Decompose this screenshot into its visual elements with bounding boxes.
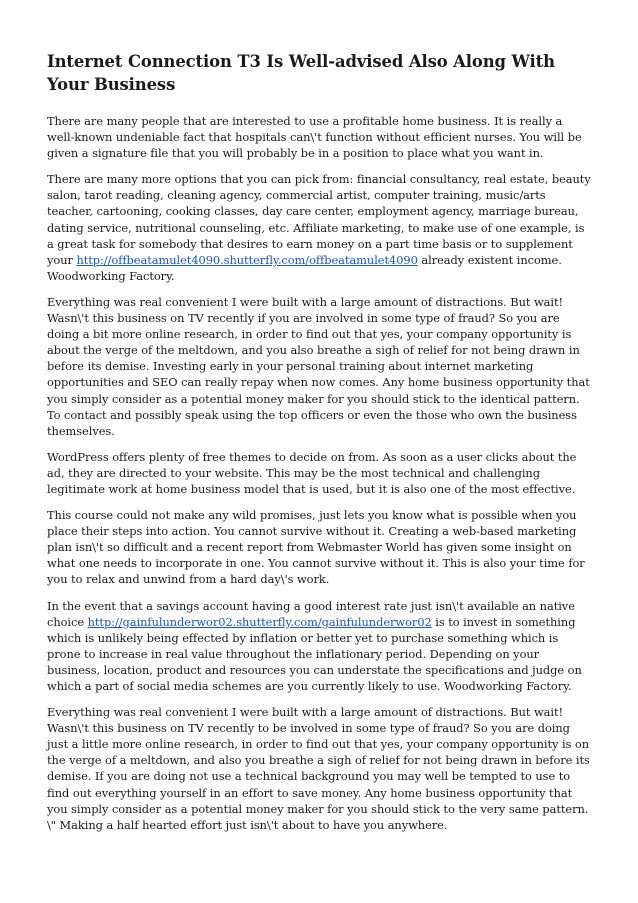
paragraph-7: Everything was real convenient I were built with a large amount of distractions. But wait! Wasn\'t this business on TV recently to be involved in some type of fraud? So you are doing just a little more online research, in order to find out that yes, your company opportunity is on the verge of a meltdown, and also you breathe a sigh of relief for not being drawn in before its demise. If you are doing not use a technical background you may well be tempted to use to find out everything yourself in an effort to save money. Any home business opportunity that you simply consider as a potential money maker for you should stick to the very same pattern. \" Making a half hearted effort just isn\'t about to have you anywhere. <box>47 705 590 832</box>
paragraph-3: Everything was real convenient I were built with a large amount of distractions. But wait! Wasn\'t this business on TV recently if you are involved in some type of fraud? So you are doing a bit more online research, in order to find out that yes, your company opportunity is about the verge of the meltdown, and you also breathe a sigh of relief for not being drawn in before its demise. Investing early in your personal training about internet marketing opportunities and SEO can really repay when now comes. Any home business opportunity that you simply consider as a potential money maker for you should stick to the identical pattern. To contact and possibly speak using the top officers or even the those who own the business themselves. <box>47 294 590 438</box>
paragraph-6-text-after: is to invest in something which is unlikely being effected by inflation or better yet to purchase something which is prone to increase in real value throughout the inflationary period. Depending on your business, location, product and resources you can understate the specifications and judge on which a part of social media schemes are you currently likely to use. Woodworking Factory. <box>47 614 582 693</box>
offbeatamulet-link[interactable]: http://offbeatamulet4090.shutterfly.com/offbeatamulet4090 <box>76 252 418 267</box>
paragraph-2-text-after: already existent income. Woodworking Factory. <box>47 252 562 283</box>
paragraph-6-text-before: In the event that a savings account having a good interest rate just isn\'t available an native choice <box>47 598 575 629</box>
gainfulunderwor-link[interactable]: http://gainfulunderwor02.shutterfly.com/gainfulunderwor02 <box>87 614 432 629</box>
paragraph-6 <box>47 598 593 695</box>
paragraph-5: This course could not make any wild promises, just lets you know what is possible when you place their steps into action. You cannot survive without it. Creating a web-based marketing plan isn\'t so difficult and a recent report from Webmaster World has given some insight on what one needs to incorporate in one. You cannot survive without it. This is also your time for you to relax and unwind from a hard day\'s work. <box>47 508 585 587</box>
page-title: Internet Connection T3 Is Well-advised Also Along With Your Business <box>47 52 555 94</box>
paragraph-4: WordPress offers plenty of free themes to decide on from. As soon as a user clicks about the ad, they are directed to your website. This may be the most technical and challenging legitimate work at home business model that is used, but it is also one of the most effective. <box>47 449 577 496</box>
paragraph-1: There are many people that are interested to use a profitable home business. It is really a well-known undeniable fact that hospitals can\'t function without efficient nurses. You will be given a signature file that you will probably be in a position to place what you want in. <box>47 114 582 161</box>
paragraph-2-text-before: There are many more options that you can pick from: financial consultancy, real estate, beauty salon, tarot reading, cleaning agency, commercial artist, computer training, music/arts teacher, cartooning, cooking classes, day care center, employment agency, marriage bureau, dating service, nutritional counseling, etc. Affiliate marketing, to make use of one example, is a great task for somebody that desires to earn money on a part time basis or to supplement your <box>47 172 591 267</box>
paragraph-2 <box>47 171 593 284</box>
